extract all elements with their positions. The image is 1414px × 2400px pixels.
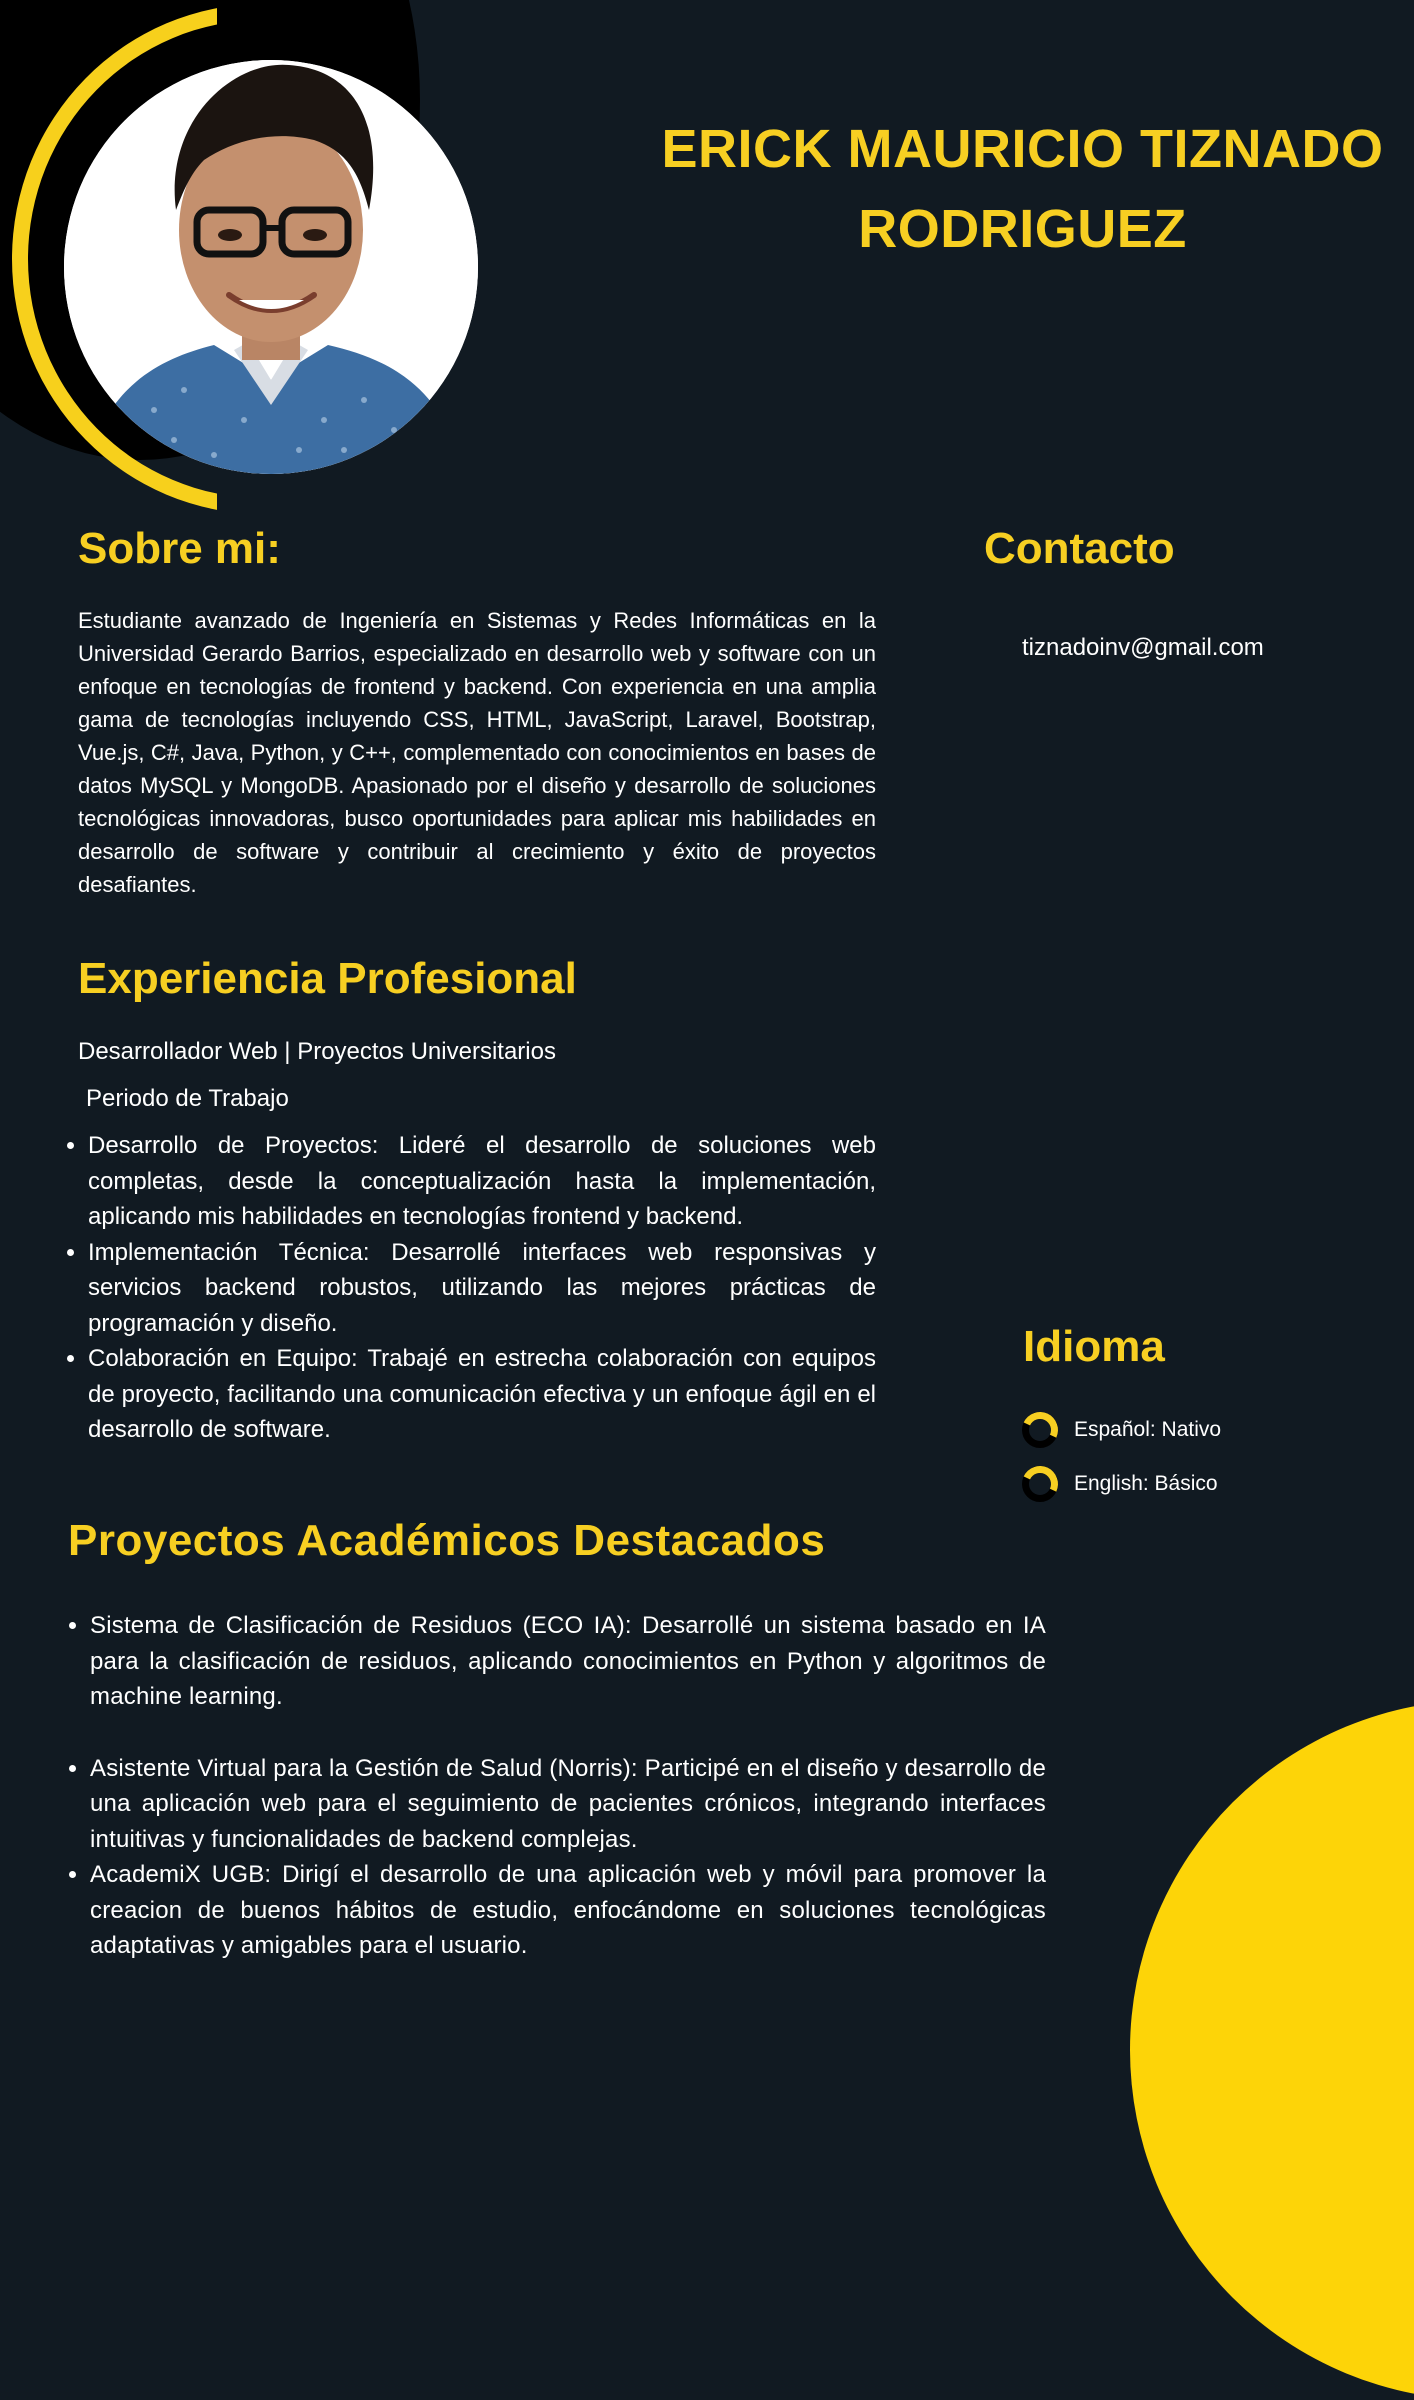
- experience-list: [58, 1128, 876, 1448]
- projects-list: [60, 1608, 1046, 1964]
- project-item: • AcademiX UGB: Dirigí el desarrollo de una aplicación web y móvil para promover la creacion de buenos hábitos de estudio, enfocándome en soluciones tecnológicas adaptativas y amigables para el usuario.: [90, 1857, 1046, 1964]
- languages-title: Idioma: [1023, 1322, 1165, 1371]
- person-name-line-1: ERICK MAURICIO TIZNADO: [661, 119, 1384, 179]
- contact-title: Contacto: [984, 524, 1175, 573]
- project-item: • Sistema de Clasificación de Residuos (ECO IA): Desarrollé un sistema basado en IA para la clasificación de residuos, aplicando conocimientos en Python y algoritmos de machine learning.: [90, 1608, 1046, 1715]
- project-item: • Asistente Virtual para la Gestión de Salud (Norris): Participé en el diseño y desarrollo de una aplicación web para el seguimiento de pacientes crónicos, integrando interfaces intuitivas y funcionalidades de backend complejas.: [90, 1751, 1046, 1858]
- language-label: Español: Nativo: [1074, 1418, 1222, 1441]
- job-period: Periodo de Trabajo: [86, 1085, 289, 1112]
- profile-photo-illustration: [64, 60, 478, 474]
- language-label: English: Básico: [1074, 1472, 1218, 1495]
- languages-list: [1022, 1410, 1221, 1518]
- ring-progress-icon: [1022, 1412, 1058, 1448]
- person-name-line-2: RODRIGUEZ: [858, 199, 1187, 259]
- profile-photo: [64, 60, 478, 474]
- projects-title: Proyectos Académicos Destacados: [68, 1516, 826, 1565]
- about-text: Estudiante avanzado de Ingeniería en Sistemas y Redes Informáticas en la Universidad Gerardo Barrios, especializado en desarrollo web y software con un enfoque en tecnologías de frontend y backend. Con experiencia en una amplia gama de tecnologías incluyendo CSS, HTML, JavaScript, Laravel, Bootstrap, Vue.js, C#, Java, Python, y C++, complementado con conocimientos en bases de datos MySQL y MongoDB. Apasionado por el diseño y desarrollo de soluciones tecnológicas innovadoras, busco oportunidades para aplicar mis habilidades en desarrollo de software y contribuir al crecimiento y éxito de proyectos desafiantes.: [78, 608, 876, 897]
- experience-item: • Implementación Técnica: Desarrollé interfaces web responsivas y servicios backend robustos, utilizando las mejores prácticas de programación y diseño.: [88, 1235, 876, 1342]
- job-title: Desarrollador Web | Proyectos Universitarios: [78, 1038, 556, 1065]
- experience-title: Experiencia Profesional: [78, 954, 577, 1003]
- ring-progress-icon: [1022, 1466, 1058, 1502]
- decorative-yellow-corner: [1130, 1700, 1414, 2400]
- about-title: Sobre mi:: [78, 524, 281, 573]
- language-item: [1022, 1410, 1221, 1450]
- language-item: [1022, 1464, 1221, 1504]
- experience-item: • Colaboración en Equipo: Trabajé en estrecha colaboración con equipos de proyecto, facilitando una comunicación efectiva y un enfoque ágil en el desarrollo de software.: [88, 1341, 876, 1448]
- contact-email[interactable]: tiznadoinv@gmail.com: [1022, 634, 1264, 661]
- experience-item: • Desarrollo de Proyectos: Lideré el desarrollo de soluciones web completas, desde la conceptualización hasta la implementación, aplicando mis habilidades en tecnologías frontend y backend.: [88, 1128, 876, 1235]
